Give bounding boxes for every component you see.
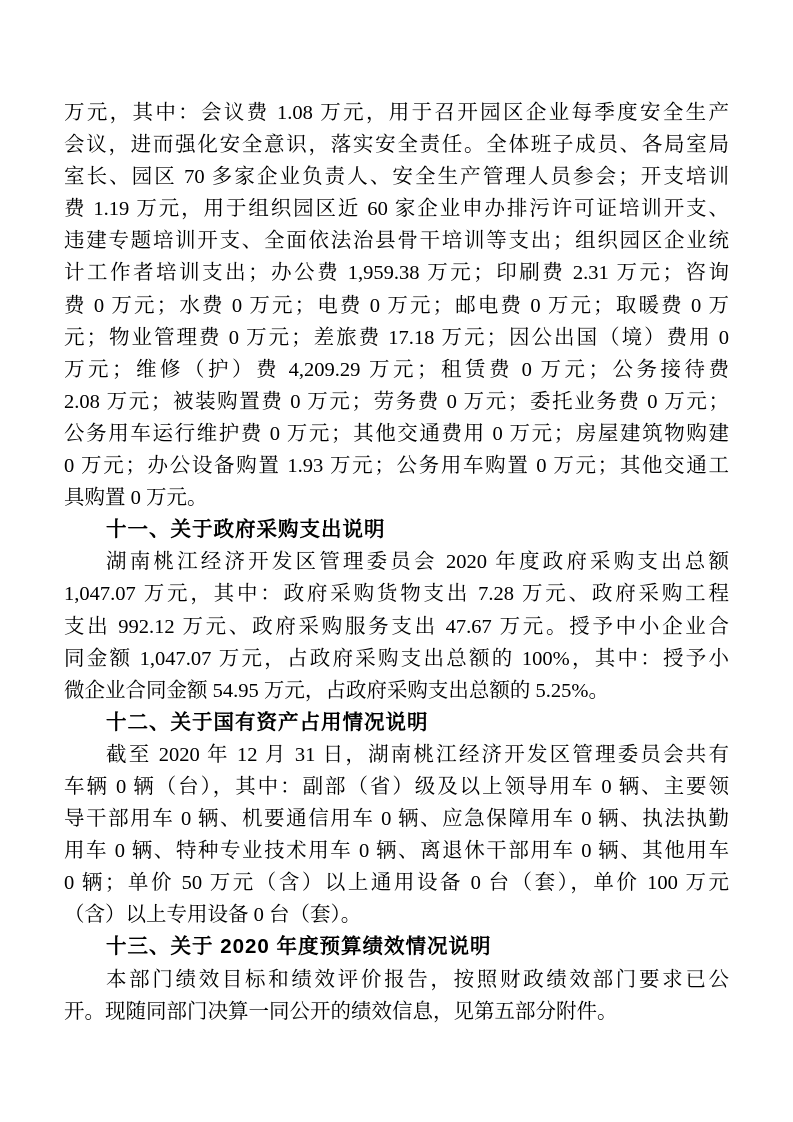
text-line: 同金额 1,047.07 万元，占政府采购支出总额的 100%，其中：授予小 [64,647,729,670]
section-heading: 十三、关于 2020 年度预算绩效情况说明 [106,935,492,959]
text-line: 违建专题培训开支、全面依法治县骨干培训等支出；组织园区企业统 [64,230,729,253]
text-line: 0 万元；办公设备购置 1.93 万元；公务用车购置 0 万元；其他交通工 [64,455,729,478]
section-heading: 十二、关于国有资产占用情况说明 [106,710,429,734]
text-line: 万元，其中：会议费 1.08 万元，用于召开园区企业每季度安全生产 [64,102,729,124]
text-line: 湖南桃江经济开发区管理委员会 2020 年度政府采购支出总额 [106,551,729,574]
text-line: 本部门绩效目标和绩效评价报告，按照财政绩效部门要求已公 [106,968,729,991]
text-line: 万元；维修（护）费 4,209.29 万元；租赁费 0 万元；公务接待费 [64,358,729,381]
text-line: 车辆 0 辆（台），其中：副部（省）级及以上领导用车 0 辆、主要领 [64,775,729,798]
text-line: 用车 0 辆、特种专业技术用车 0 辆、离退休干部用车 0 辆、其他用车 [64,840,729,863]
text-line: 0 辆；单价 50 万元（含）以上通用设备 0 台（套），单价 100 万元 [64,872,729,895]
text-line: 室长、园区 70 多家企业负责人、安全生产管理人员参会；开支培训 [64,166,729,189]
section-heading: 十一、关于政府采购支出说明 [106,518,386,542]
text-line: 会议，进而强化安全意识，落实安全责任。全体班子成员、各局室局 [64,134,729,157]
text-line: 支出 992.12 万元、政府采购服务支出 47.67 万元。授予中小企业合 [64,615,729,638]
text-line: 2.08 万元；被装购置费 0 万元；劳务费 0 万元；委托业务费 0 万元； [64,390,729,413]
text-line: 公务用车运行维护费 0 万元；其他交通费用 0 万元；房屋建筑物购建 [64,422,729,445]
text-line: 1,047.07 万元，其中：政府采购货物支出 7.28 万元、政府采购工程 [64,583,729,606]
text-line: 费 0 万元；水费 0 万元；电费 0 万元；邮电费 0 万元；取暖费 0 万 [64,294,729,317]
document-content [64,97,729,1028]
text-line: 开。现随同部门决算一同公开的绩效信息，见第五部分附件。 [64,1000,618,1023]
text-line: 计工作者培训支出；办公费 1,959.38 万元；印刷费 2.31 万元；咨询 [64,262,729,285]
text-line: 截至 2020 年 12 月 31 日，湖南桃江经济开发区管理委员会共有 [106,743,729,766]
text-line: 费 1.19 万元，用于组织园区近 60 家企业申办排污许可证培训开支、 [64,198,729,221]
text-line: 导干部用车 0 辆、机要通信用车 0 辆、应急保障用车 0 辆、执法执勤 [64,808,729,831]
text-line: 具购置 0 万元。 [64,487,208,510]
text-line: 元；物业管理费 0 万元；差旅费 17.18 万元；因公出国（境）费用 0 [64,326,729,349]
text-line: 微企业合同金额 54.95 万元，占政府采购支出总额的 5.25%。 [64,679,609,702]
text-line: （含）以上专用设备 0 台（套）。 [64,904,362,927]
